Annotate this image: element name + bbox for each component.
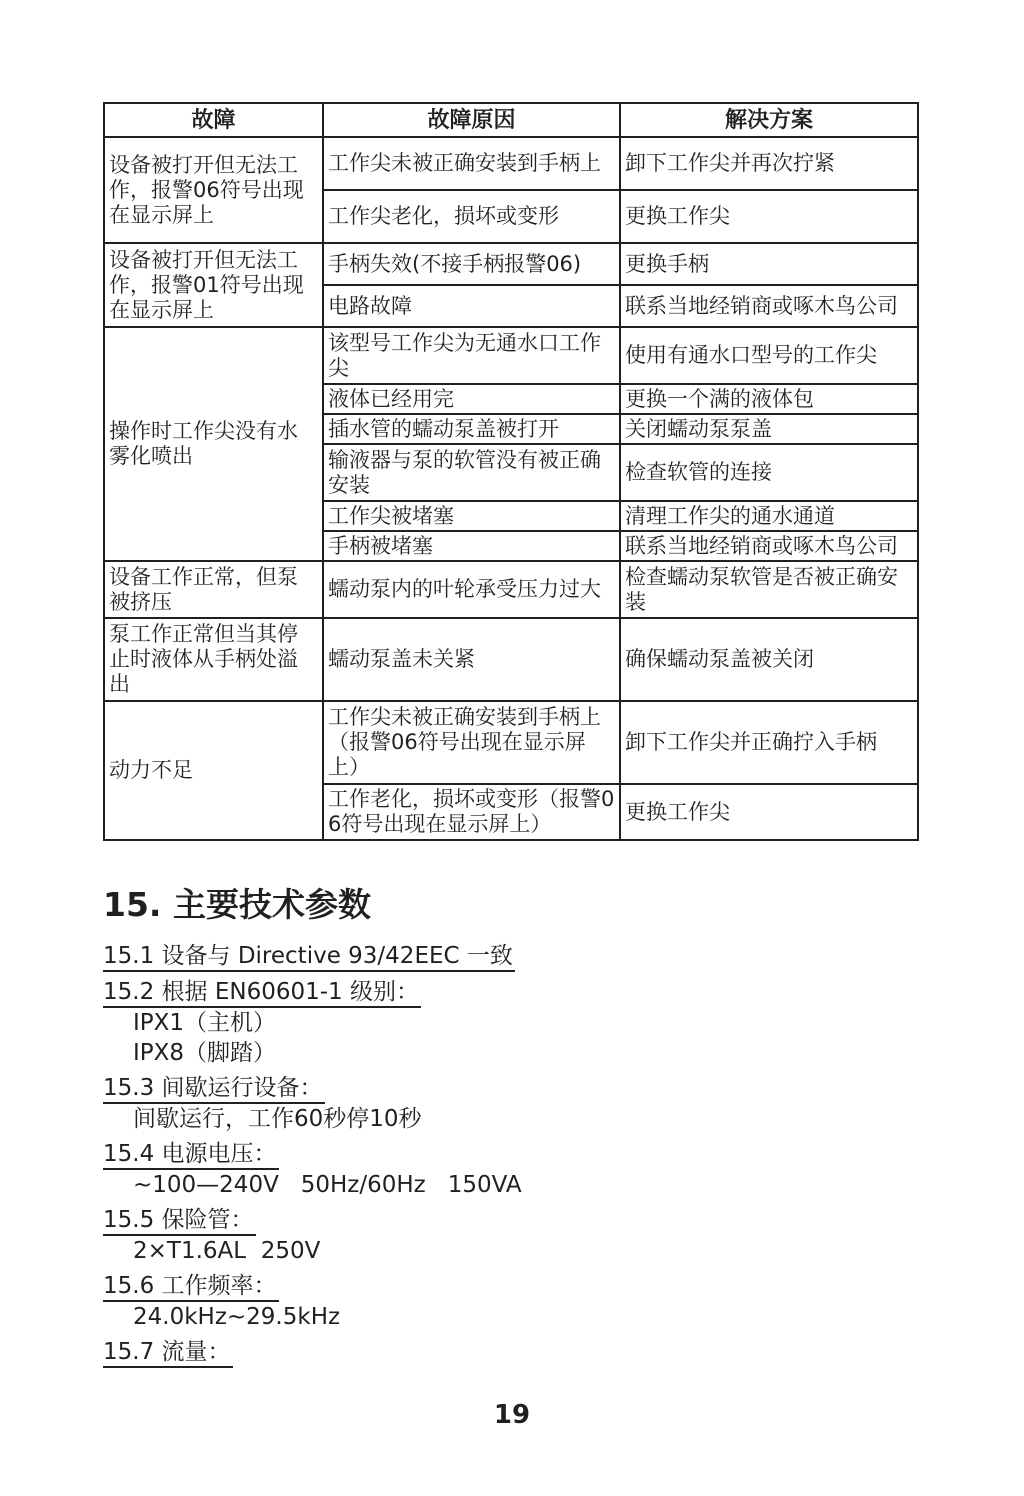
table-row <box>104 701 918 784</box>
spec-list <box>103 940 923 1372</box>
cause-cell: 工作老化，损坏或变形（报警06符号出现在显示屏上） <box>323 784 620 840</box>
solution-cell: 更换工作尖 <box>620 190 918 243</box>
spec-item <box>103 1336 923 1368</box>
solution-cell: 联系当地经销商或啄木鸟公司 <box>620 285 918 327</box>
spec-value: IPX8（脚踏） <box>133 1040 277 1066</box>
spec-value: ~100—240V 50Hz/60Hz 150VA <box>133 1172 522 1198</box>
header-cause: 故障原因 <box>323 103 620 137</box>
solution-cell: 使用有通水口型号的工作尖 <box>620 327 918 384</box>
cause-cell: 电路故障 <box>323 285 620 327</box>
table-row <box>104 561 918 618</box>
fault-cell: 操作时工作尖没有水雾化喷出 <box>104 327 323 561</box>
spec-heading: 15.1 设备与 Directive 93/42EEC 一致 <box>103 942 515 972</box>
cause-cell: 输液器与泵的软管没有被正确安装 <box>323 444 620 501</box>
table-header-row <box>104 103 918 137</box>
cause-cell: 手柄失效(不接手柄报警06) <box>323 243 620 285</box>
spec-item <box>103 1072 923 1134</box>
table-row <box>104 327 918 384</box>
spec-item <box>103 1270 923 1332</box>
cause-cell: 液体已经用完 <box>323 384 620 414</box>
cause-cell: 工作尖被堵塞 <box>323 501 620 531</box>
spec-heading: 15.7 流量： <box>103 1338 233 1368</box>
cause-cell: 插水管的蠕动泵盖被打开 <box>323 414 620 444</box>
solution-cell: 卸下工作尖并正确拧入手柄 <box>620 701 918 784</box>
spec-item <box>103 976 923 1068</box>
fault-cell: 设备被打开但无法工作，报警06符号出现在显示屏上 <box>104 137 323 243</box>
cause-cell: 蠕动泵内的叶轮承受压力过大 <box>323 561 620 618</box>
solution-cell: 确保蠕动泵盖被关闭 <box>620 618 918 701</box>
solution-cell: 联系当地经销商或啄木鸟公司 <box>620 531 918 561</box>
spec-item <box>103 1138 923 1200</box>
solution-cell: 更换工作尖 <box>620 784 918 840</box>
table-row <box>104 137 918 190</box>
fault-cell: 泵工作正常但当其停止时液体从手柄处溢出 <box>104 618 323 701</box>
solution-cell: 更换一个满的液体包 <box>620 384 918 414</box>
spec-heading: 15.4 电源电压： <box>103 1140 279 1170</box>
cause-cell: 工作尖未被正确安装到手柄上（报警06符号出现在显示屏上） <box>323 701 620 784</box>
solution-cell: 更换手柄 <box>620 243 918 285</box>
spec-heading: 15.3 间歇运行设备： <box>103 1074 325 1104</box>
spec-item <box>103 1204 923 1266</box>
fault-cell: 设备工作正常，但泵被挤压 <box>104 561 323 618</box>
solution-cell: 检查蠕动泵软管是否被正确安装 <box>620 561 918 618</box>
spec-value: 2×T1.6AL 250V <box>133 1238 321 1264</box>
spec-value: 间歇运行，工作60秒停10秒 <box>133 1106 422 1132</box>
spec-heading: 15.6 工作频率： <box>103 1272 279 1302</box>
spec-item <box>103 940 923 972</box>
fault-table <box>103 102 919 841</box>
header-solution: 解决方案 <box>620 103 918 137</box>
spec-heading: 15.5 保险管： <box>103 1206 256 1236</box>
cause-cell: 工作尖老化，损坏或变形 <box>323 190 620 243</box>
table-row <box>104 243 918 285</box>
spec-value: IPX1（主机） <box>133 1010 277 1036</box>
cause-cell: 蠕动泵盖未关紧 <box>323 618 620 701</box>
section-title: 15. 主要技术参数 <box>103 885 371 924</box>
spec-heading: 15.2 根据 EN60601-1 级别： <box>103 978 421 1008</box>
header-fault: 故障 <box>104 103 323 137</box>
solution-cell: 关闭蠕动泵泵盖 <box>620 414 918 444</box>
cause-cell: 手柄被堵塞 <box>323 531 620 561</box>
table-row <box>104 618 918 701</box>
solution-cell: 清理工作尖的通水通道 <box>620 501 918 531</box>
fault-cell: 设备被打开但无法工作，报警01符号出现在显示屏上 <box>104 243 323 327</box>
page-number: 19 <box>493 1400 531 1430</box>
spec-value: 24.0kHz~29.5kHz <box>133 1304 341 1330</box>
solution-cell: 检查软管的连接 <box>620 444 918 501</box>
solution-cell: 卸下工作尖并再次拧紧 <box>620 137 918 190</box>
cause-cell: 工作尖未被正确安装到手柄上 <box>323 137 620 190</box>
cause-cell: 该型号工作尖为无通水口工作尖 <box>323 327 620 384</box>
fault-cell: 动力不足 <box>104 701 323 840</box>
